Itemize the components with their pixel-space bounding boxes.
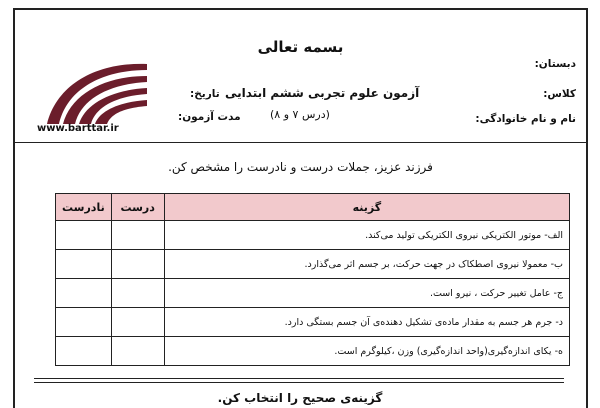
exam-lessons: (درس ۷ و ۸) [270, 108, 330, 121]
table-row [56, 221, 570, 250]
true-false-table [55, 193, 570, 366]
statement-cell: ه- یکای اندازه‌گیری(واحد اندازه‌گیری) وزن ،کیلوگرم است. [164, 337, 569, 366]
worksheet-page [13, 8, 588, 408]
true-answer-cell[interactable] [111, 279, 164, 308]
school-label: دبستان: [534, 58, 576, 70]
false-answer-cell[interactable] [56, 250, 112, 279]
statement-cell: ب- معمولا نیروی اصطکاک در جهت حرکت، بر جسم اثر می‌گذارد. [164, 250, 569, 279]
statement-cell: ج- عامل تغییر حرکت ، نیرو است. [164, 279, 569, 308]
website-url: www.barttar.ir [37, 123, 119, 134]
false-answer-cell[interactable] [56, 308, 112, 337]
true-answer-cell[interactable] [111, 221, 164, 250]
table-row [56, 337, 570, 366]
class-label: کلاس: [543, 88, 576, 100]
true-header: درست [111, 194, 164, 221]
false-header: نادرست [56, 194, 112, 221]
section-divider [34, 382, 564, 383]
duration-label: مدت آزمون: [178, 111, 241, 123]
true-answer-cell[interactable] [111, 308, 164, 337]
table-header-row [56, 194, 570, 221]
statement-cell: الف- موتور الکتریکی نیروی الکتریکی تولید می‌کند. [164, 221, 569, 250]
table-row [56, 308, 570, 337]
barttar-logo [37, 54, 152, 134]
date-label: تاریخ: [190, 88, 220, 100]
option-header: گزینه [164, 194, 569, 221]
page-title: بسمه تعالی [257, 38, 344, 56]
section-divider [34, 378, 564, 379]
name-label: نام و نام خانوادگی: [475, 113, 576, 125]
table-row [56, 250, 570, 279]
next-section-title: گزینه‌ی صحیح را انتخاب کن. [217, 391, 383, 405]
header-divider [15, 142, 586, 143]
true-answer-cell[interactable] [111, 250, 164, 279]
false-answer-cell[interactable] [56, 279, 112, 308]
table-row [56, 279, 570, 308]
false-answer-cell[interactable] [56, 221, 112, 250]
exam-title: آزمون علوم تجربی ششم ابتدایی [225, 86, 420, 100]
false-answer-cell[interactable] [56, 337, 112, 366]
instruction-text: فرزند عزیز، جملات درست و نادرست را مشخص کن. [168, 160, 433, 174]
true-answer-cell[interactable] [111, 337, 164, 366]
statement-cell: د- جرم هر جسم به مقدار ماده‌ی تشکیل دهنده‌ی آن جسم بستگی دارد. [164, 308, 569, 337]
